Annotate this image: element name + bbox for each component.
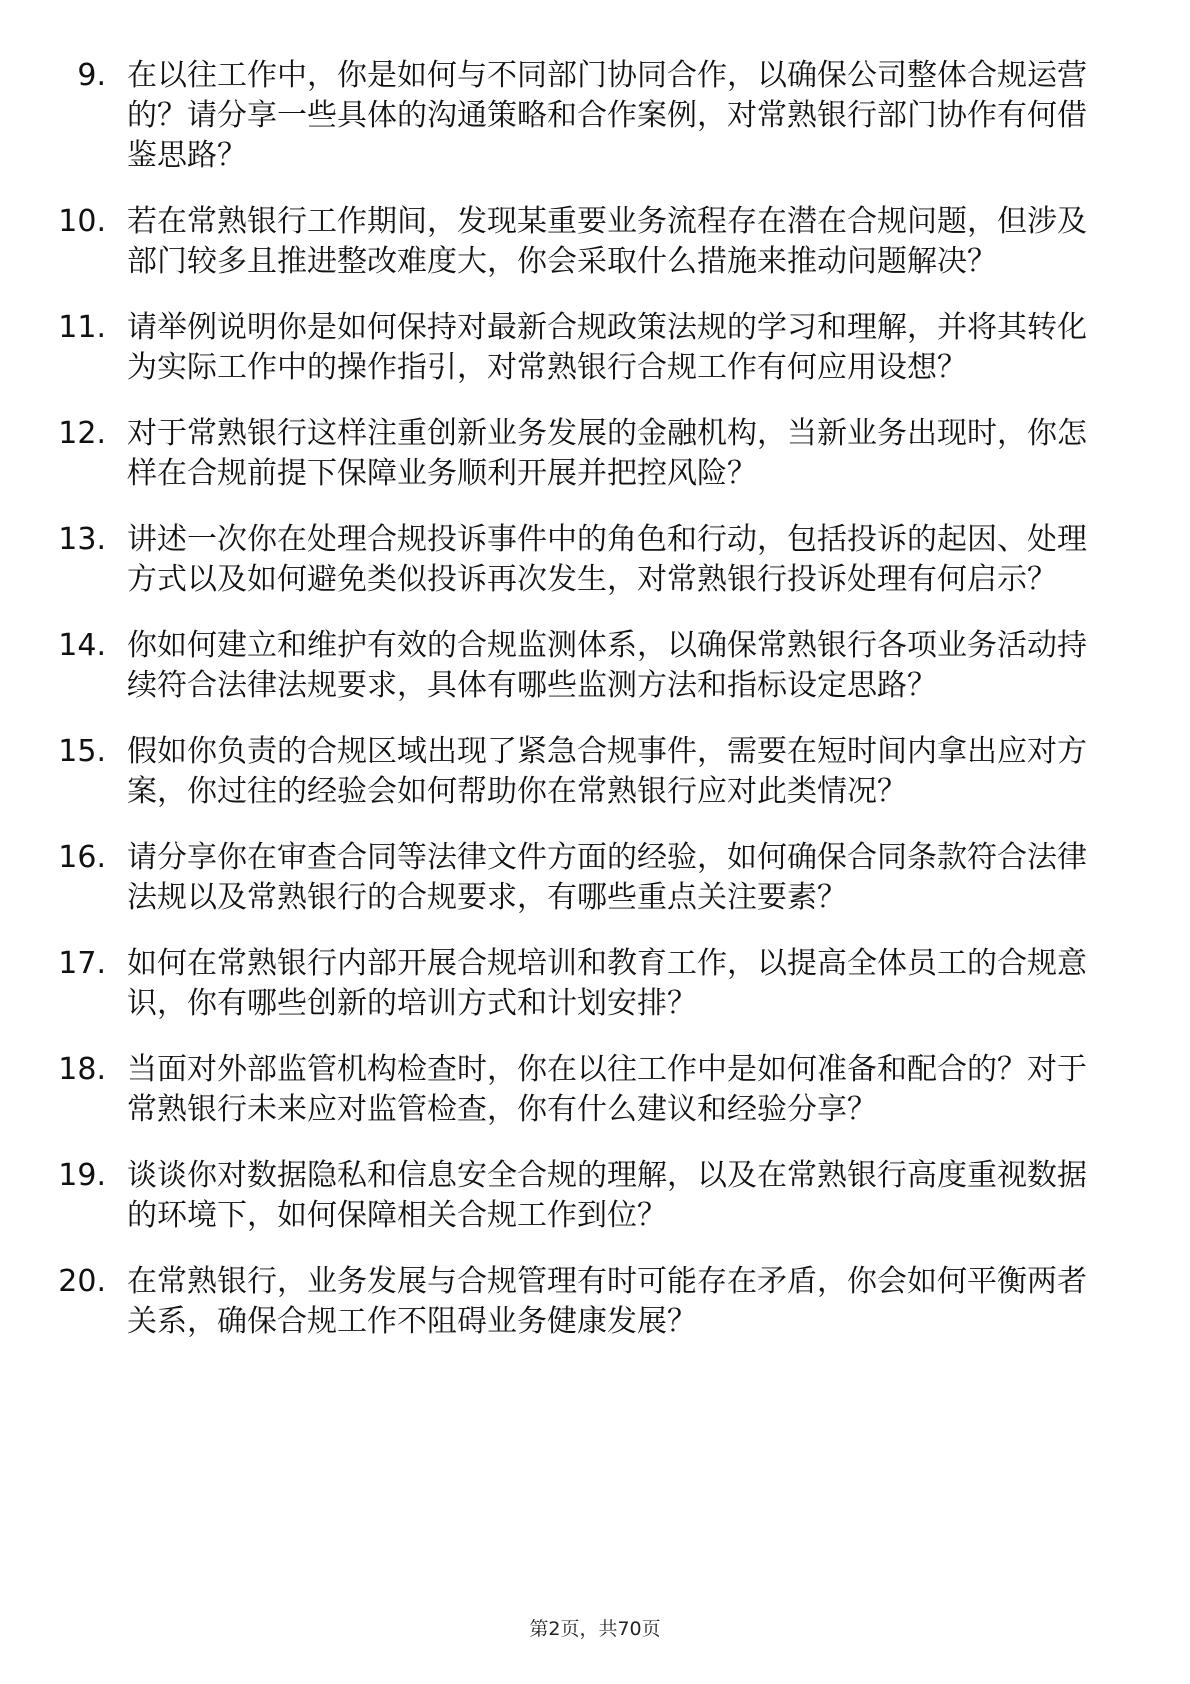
question-number: 13. <box>58 522 106 557</box>
question-item <box>0 626 1190 706</box>
question-list <box>0 56 1190 1368</box>
question-item <box>0 414 1190 494</box>
question-text: 请举例说明你是如何保持对最新合规政策法规的学习和理解，并将其转化为实际工作中的操作指引，对常熟银行合规工作有何应用设想？ <box>127 310 1087 385</box>
question-text: 你如何建立和维护有效的合规监测体系，以确保常熟银行各项业务活动持续符合法律法规要求，具体有哪些监测方法和指标设定思路？ <box>127 628 1087 703</box>
question-item <box>0 1050 1190 1130</box>
question-number: 11. <box>58 310 106 345</box>
question-text: 在以往工作中，你是如何与不同部门协同合作，以确保公司整体合规运营的？请分享一些具体的沟通策略和合作案例，对常熟银行部门协作有何借鉴思路？ <box>127 58 1087 173</box>
question-item <box>0 838 1190 918</box>
question-text: 当面对外部监管机构检查时，你在以往工作中是如何准备和配合的？对于常熟银行未来应对监管检查，你有什么建议和经验分享？ <box>127 1052 1087 1127</box>
question-number: 14. <box>58 628 106 663</box>
question-text: 如何在常熟银行内部开展合规培训和教育工作，以提高全体员工的合规意识，你有哪些创新的培训方式和计划安排？ <box>127 946 1087 1021</box>
question-number: 20. <box>58 1264 106 1299</box>
question-item <box>0 308 1190 388</box>
question-number: 19. <box>58 1158 106 1193</box>
question-item <box>0 1262 1190 1342</box>
question-item <box>0 1156 1190 1236</box>
question-text: 假如你负责的合规区域出现了紧急合规事件，需要在短时间内拿出应对方案，你过往的经验会如何帮助你在常熟银行应对此类情况？ <box>127 734 1087 809</box>
question-number: 18. <box>58 1052 106 1087</box>
question-number: 12. <box>58 416 106 451</box>
question-number: 16. <box>58 840 106 875</box>
question-number: 9. <box>77 58 106 93</box>
question-number: 17. <box>58 946 106 981</box>
question-text: 在常熟银行，业务发展与合规管理有时可能存在矛盾，你会如何平衡两者关系，确保合规工作不阻碍业务健康发展？ <box>127 1264 1087 1339</box>
question-number: 15. <box>58 734 106 769</box>
page-footer: 第2页，共70页 <box>529 1618 661 1640</box>
question-item <box>0 520 1190 600</box>
question-text: 若在常熟银行工作期间，发现某重要业务流程存在潜在合规问题，但涉及部门较多且推进整改难度大，你会采取什么措施来推动问题解决？ <box>127 204 1087 279</box>
question-item <box>0 56 1190 176</box>
question-text: 讲述一次你在处理合规投诉事件中的角色和行动，包括投诉的起因、处理方式以及如何避免类似投诉再次发生，对常熟银行投诉处理有何启示？ <box>127 522 1087 597</box>
question-item <box>0 944 1190 1024</box>
question-text: 对于常熟银行这样注重创新业务发展的金融机构，当新业务出现时，你怎样在合规前提下保障业务顺利开展并把控风险？ <box>127 416 1087 491</box>
question-text: 谈谈你对数据隐私和信息安全合规的理解，以及在常熟银行高度重视数据的环境下，如何保障相关合规工作到位？ <box>127 1158 1087 1233</box>
question-number: 10. <box>58 204 106 239</box>
question-item <box>0 202 1190 282</box>
question-item <box>0 732 1190 812</box>
question-text: 请分享你在审查合同等法律文件方面的经验，如何确保合同条款符合法律法规以及常熟银行的合规要求，有哪些重点关注要素？ <box>127 840 1087 915</box>
